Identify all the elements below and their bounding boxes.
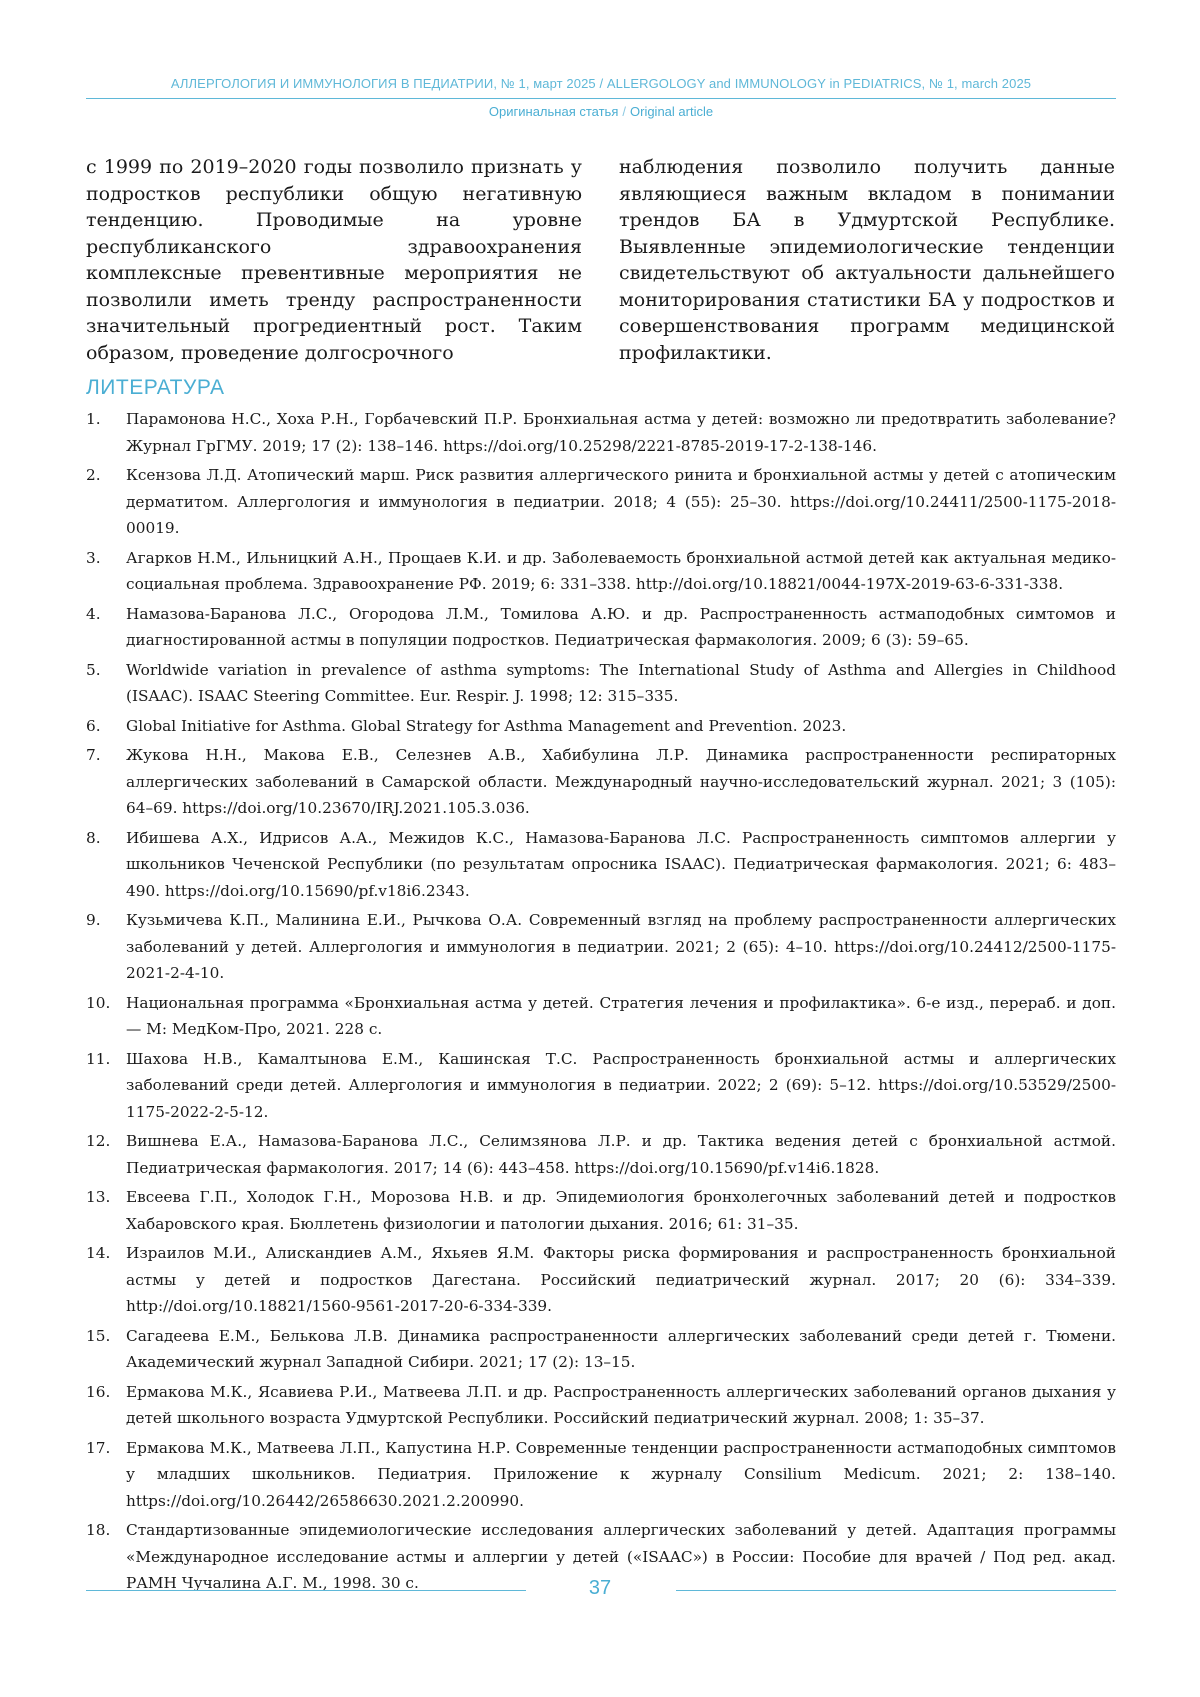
reference-text: Парамонова Н.С., Хоха Р.Н., Горбачевский П.Р. Бронхиальная астма у детей: возможно ли предотвратить заболевание? Журнал ГрГМУ. 2019; 17 (2): 138–146. https://doi.org/10.25298/2221-8785-2019-17-2-138-146. bbox=[126, 410, 1116, 455]
reference-text: Ибишева А.Х., Идрисов А.А., Межидов К.С., Намазова-Баранова Л.С. Распространенность симптомов аллергии у школьников Чеченской Республики (по результатам опросника ISAAC). Педиатрическая фармакология. 2021; 6: 483–490. https://doi.org/10.15690/pf.v18i6.2343. bbox=[126, 828, 1116, 900]
reference-number: 7. bbox=[86, 746, 101, 764]
reference-item bbox=[86, 545, 1116, 598]
reference-text: Кузьмичева К.П., Малинина Е.И., Рычкова О.А. Современный взгляд на проблему распространенности аллергических заболеваний у детей. Аллергология и иммунология в педиатрии. 2021; 2 (65): 4–10. https://doi.org/10.24412/2500-1175-2021-2-4-10. bbox=[126, 911, 1116, 982]
reference-text: Агарков Н.М., Ильницкий А.Н., Прощаев К.И. и др. Заболеваемость бронхиальной астмой детей как актуальная медико-социальная проблема. Здравоохранение РФ. 2019; 6: 331–338. http://doi.org/10.18821/0044-197Х-2019-63-6-331-338. bbox=[126, 548, 1116, 593]
reference-number: 2. bbox=[86, 466, 101, 484]
body-text-right-column: наблюдения позволило получить данные являющиеся важным вкладом в понимании трендов БА в Удмуртской Республике. Выявленные эпидемиологические тенденции свидетельствуют об актуальности дальнейшего мониторирования статистики БА у подростков и совершенствования программ медицинской профилактики. bbox=[619, 156, 1115, 364]
reference-text: Евсеева Г.П., Холодок Г.Н., Морозова Н.В. и др. Эпидемиология бронхолегочных заболеваний детей и подростков Хабаровского края. Бюллетень физиологии и патологии дыхания. 2016; 61: 31–35. bbox=[126, 1188, 1116, 1233]
reference-text: Жукова Н.Н., Макова Е.В., Селезнев А.В., Хабибулина Л.Р. Динамика распространенности респираторных аллергических заболеваний в Самарской области. Международный научно-исследовательский журнал. 2021; 3 (105): 64–69. https://doi.org/10.23670/IRJ.2021.105.3.036. bbox=[126, 746, 1116, 817]
reference-number: 16. bbox=[86, 1382, 111, 1401]
reference-item bbox=[86, 990, 1116, 1043]
reference-item bbox=[86, 1379, 1116, 1432]
reference-item bbox=[86, 1184, 1116, 1237]
reference-number: 10. bbox=[86, 993, 111, 1012]
reference-number: 17. bbox=[86, 1438, 111, 1457]
references-heading: ЛИТЕРАТУРА bbox=[86, 376, 225, 399]
reference-number: 18. bbox=[86, 1521, 111, 1539]
reference-text: Ермакова М.К., Матвеева Л.П., Капустина Н.Р. Современные тенденции распространенности астмаподобных симптомов у младших школьников. Педиатрия. Приложение к журналу Consilium Medicum. 2021; 2: 138–140. https://doi.org/10.26442/26586630.2021.2.200990. bbox=[126, 1438, 1117, 1510]
footer-divider-left bbox=[86, 1590, 526, 1591]
reference-list bbox=[86, 406, 1116, 1600]
reference-item bbox=[86, 907, 1116, 987]
reference-item bbox=[86, 462, 1116, 542]
reference-number: 11. bbox=[86, 1049, 111, 1068]
reference-number: 9. bbox=[86, 911, 101, 929]
reference-text: Ермакова М.К., Ясавиева Р.И., Матвеева Л.П. и др. Распространенность аллергических заболеваний органов дыхания у детей школьного возраста Удмуртской Республики. Российский педиатрический журнал. 2008; 1: 35–37. bbox=[126, 1382, 1116, 1427]
footer-divider-right bbox=[676, 1590, 1116, 1591]
reference-number: 8. bbox=[86, 828, 101, 847]
article-type-separator: / bbox=[622, 104, 626, 119]
reference-item bbox=[86, 1323, 1116, 1376]
reference-number: 13. bbox=[86, 1188, 111, 1206]
reference-number: 5. bbox=[86, 660, 101, 679]
reference-item bbox=[86, 406, 1116, 459]
reference-number: 6. bbox=[86, 716, 101, 735]
reference-item bbox=[86, 1128, 1116, 1181]
reference-text: Стандартизованные эпидемиологические исследования аллергических заболеваний у детей. Адаптация программы «Международное исследование астмы и аллергии у детей («ISAAC») в России: Пособие для врачей / Под ред. акад. РАМН Чучалина А.Г. М., 1998. 30 с. bbox=[126, 1521, 1116, 1592]
page-number: 37 bbox=[588, 1577, 612, 1599]
reference-text: Worldwide variation in prevalence of asthma symptoms: The International Study of Asthma and Allergies in Childhood (ISAAC). ISAAC Steering Committee. Eur. Respir. J. 1998; 12: 315–335. bbox=[126, 660, 1116, 705]
reference-item bbox=[86, 1046, 1116, 1126]
header-divider bbox=[86, 98, 1116, 99]
reference-text: Global Initiative for Asthma. Global Strategy for Asthma Management and Prevention. 2023. bbox=[126, 716, 847, 735]
reference-item bbox=[86, 1240, 1116, 1320]
reference-item bbox=[86, 657, 1116, 710]
reference-number: 3. bbox=[86, 548, 101, 567]
journal-running-header: АЛЛЕРГОЛОГИЯ И ИММУНОЛОГИЯ В ПЕДИАТРИИ, № 1, март 2025 / ALLERGOLOGY and IMMUNOLOGY in PEDIATRICS, № 1, march 2025 bbox=[170, 76, 1032, 91]
reference-text: Вишнева Е.А., Намазова-Баранова Л.С., Селимзянова Л.Р. и др. Тактика ведения детей с бронхиальной астмой. Педиатрическая фармакология. 2017; 14 (6): 443–458. https://doi.org/10.15690/pf.v14i6.1828. bbox=[126, 1132, 1116, 1177]
reference-item bbox=[86, 601, 1116, 654]
reference-item bbox=[86, 825, 1116, 905]
reference-text: Национальная программа «Бронхиальная астма у детей. Стратегия лечения и профилактика». 6-е изд., перераб. и доп. — М: МедКом-Про, 2021. 228 с. bbox=[126, 993, 1116, 1038]
reference-number: 15. bbox=[86, 1326, 111, 1345]
article-type-en: Original article bbox=[630, 104, 714, 119]
reference-item bbox=[86, 742, 1116, 822]
reference-text: Израилов М.И., Алискандиев А.М., Яхьяев Я.М. Факторы риска формирования и распространенность бронхиальной астмы у детей и подростков Дагестана. Российский педиатрический журнал. 2017; 20 (6): 334–339. http://doi.org/10.18821/1560-9561-2017-20-6-334-339. bbox=[126, 1244, 1116, 1315]
reference-number: 1. bbox=[86, 410, 101, 428]
reference-text: Намазова-Баранова Л.С., Огородова Л.М., Томилова А.Ю. и др. Распространенность астмаподобных симтомов и диагностированной астмы в популяции подростков. Педиатрическая фармакология. 2009; 6 (3): 59–65. bbox=[126, 604, 1116, 649]
reference-text: Сагадеева Е.М., Белькова Л.В. Динамика распространенности аллергических заболеваний среди детей г. Тюмени. Академический журнал Западной Сибири. 2021; 17 (2): 13–15. bbox=[126, 1326, 1116, 1371]
reference-text: Ксензова Л.Д. Атопический марш. Риск развития аллергического ринита и бронхиальной астмы у детей с атопическим дерматитом. Аллергология и иммунология в педиатрии. 2018; 4 (55): 25–30. https://doi.org/10.24411/2500-1175-2018-00019. bbox=[126, 466, 1116, 537]
reference-number: 14. bbox=[86, 1244, 111, 1262]
reference-text: Шахова Н.В., Камалтынова Е.М., Кашинская Т.С. Распространенность бронхиальной астмы и аллергических заболеваний среди детей. Аллергология и иммунология в педиатрии. 2022; 2 (69): 5–12. https://doi.org/10.53529/2500-1175-2022-2-5-12. bbox=[126, 1049, 1116, 1121]
article-type bbox=[86, 104, 1116, 119]
reference-item bbox=[86, 1435, 1116, 1515]
article-type-ru: Оригинальная статья bbox=[488, 104, 619, 119]
reference-item bbox=[86, 713, 1116, 740]
reference-number: 12. bbox=[86, 1132, 111, 1150]
body-text-left-column: с 1999 по 2019–2020 годы позволило признать у подростков республики общую негативную тенденцию. Проводимые на уровне республиканского здравоохранения комплексные превентивные мероприятия не позволили иметь тренду распространенности значительный прогредиентный рост. Таким образом, проведение долгосрочного bbox=[86, 156, 582, 364]
reference-number: 4. bbox=[86, 604, 101, 623]
